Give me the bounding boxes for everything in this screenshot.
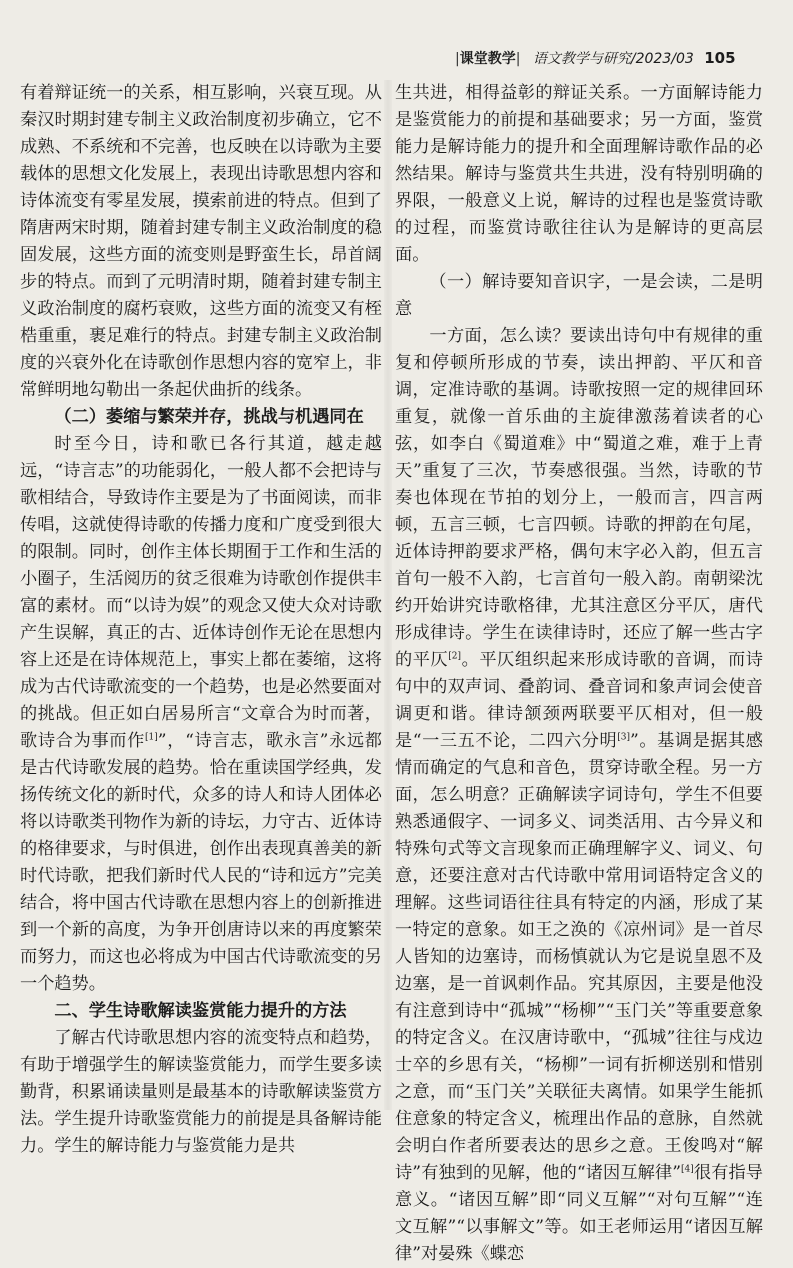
citation-ref: [4] xyxy=(681,1164,694,1175)
page-header: |课堂教学| 语文教学与研究/2023/03 105 xyxy=(455,49,736,67)
paragraph: 一方面，怎么读？要读出诗句中有规律的重复和停顿所形成的节奏，读出押韵、平仄和音调，定准诗歌的基调。诗歌按照一定的规律回环重复，就像一首乐曲的主旋律激荡着读者的心弦，如李白《蜀道难》中“蜀道之难，难于上青天”重复了三次，节奏感很强。当然，诗歌的节奏也体现在节拍的划分上，一般而言，四言两顿，五言三顿，七言四顿。诗歌的押韵在句尾，近体诗押韵要求严格，偶句末字必入韵，但五言首句一般不入韵，七言首句一般入韵。南朝梁沈约开始讲究诗歌格律，尤其注意区分平仄，唐代形成律诗。学生在读律诗时，还应了解一些古字的平仄[2]。平仄组织起来形成诗歌的音调，而诗句中的双声词、叠韵词、叠音词和象声词会使音调更和谐。律诗颔颈两联要平仄相对，但一般是“一三五不论，二四六分明[3]”。基调是据其感情而确定的气息和音色，贯穿诗歌全程。另一方面，怎么明意？正确解读字词诗句，学生不但要熟悉通假字、一词多义、词类活用、古今异义和特殊句式等文言现象而正确理解字义、词义、句意，还要注意对古代诗歌中常用词语特定含义的理解。这些词语往往具有特定的内涵，形成了某一特定的意象。如王之涣的《凉州词》是一首尽人皆知的边塞诗，而杨慎就认为它是说皇恩不及边塞，是一首讽刺作品。究其原因，主要是他没有注意到诗中“孤城”“杨柳”“玉门关”等重要意象的特定含义。在汉唐诗歌中，“孤城”往往与戍边士卒的乡思有关，“杨柳”一词有折柳送别和惜别之意，而“玉门关”关联征夫离情。如果学生能抓住意象的特定含义，梳理出作品的意脉，自然就会明白作者所要表达的思乡之意。王俊鸣对“解诗”有独到的见解，他的“诸因互解律”[4]很有指导意义。“诸因互解”即“同义互解”“对句互解”“连文互解”“以事解文”等。如王老师运用“诸因互解律”对晏殊《蝶恋 xyxy=(395,326,763,1264)
citation-ref: [3] xyxy=(617,732,630,743)
section-label: 课堂教学 xyxy=(459,51,516,67)
paragraph: 有着辩证统一的关系，相互影响，兴衰互现。从秦汉时期封建专制主义政治制度初步确立，它不成熟、不系统和不完善，也反映在以诗歌为主要载体的思想文化发展上，表现出诗歌思想内容和诗体流变有零星发展，摸索前进的特点。但到了隋唐两宋时期，随着封建专制主义政治制度的稳固发展，这些方面的流变则是野蛮生长，昂首阔步的特点。而到了元明清时期，随着封建专制主义政治制度的腐朽衰败，这些方面的流变又有桎梏重重，裹足难行的特点。封建专制主义政治制度的兴衰外化在诗歌创作思想内容的宽窄上，非常鲜明地勾勒出一条起伏曲折的线条。 xyxy=(20,83,382,400)
paragraph: 时至今日，诗和歌已各行其道，越走越远，“诗言志”的功能弱化，一般人都不会把诗与歌相结合，导致诗作主要是为了书面阅读，而非传唱，这就使得诗歌的传播力度和广度受到很大的限制。同时，创作主体长期囿于工作和生活的小圈子，生活阅历的贫乏很难为诗歌创作提供丰富的素材。而“以诗为娱”的观念又使大众对诗歌产生误解，真正的古、近体诗创作无论在思想内容上还是在诗体规范上，事实上都在萎缩，这将成为古代诗歌流变的一个趋势，也是必然要面对的挑战。但正如白居易所言“文章合为时而著，歌诗合为事而作[1]”，“诗言志，歌永言”永远都是古代诗歌发展的趋势。恰在重读国学经典，发扬传统文化的新时代，众多的诗人和诗人团体必将以诗歌类刊物作为新的诗坛，力守古、近体诗的格律要求，与时俱进，创作出表现真善美的新时代诗歌，把我们新时代人民的“诗和远方”完美结合，将中国古代诗歌在思想内容上的创新推进到一个新的高度，为争开创唐诗以来的再度繁荣而努力，而这也必将成为中国古代诗歌流变的另一个趋势。 xyxy=(20,434,382,994)
page-number: 105 xyxy=(704,49,736,67)
paragraph: 生共进，相得益彰的辩证关系。一方面解诗能力是鉴赏能力的前提和基础要求；另一方面，鉴赏能力是解诗能力的提升和全面理解诗歌作品的必然结果。解诗与鉴赏共生共进，没有特别明确的界限，一般意义上说，解诗的过程也是鉴赏诗歌的过程，而鉴赏诗歌往往认为是解诗的更高层面。 xyxy=(395,83,763,265)
journal-issue: 语文教学与研究/2023/03 xyxy=(532,51,694,67)
page-gutter xyxy=(384,80,392,1110)
citation-ref: [1] xyxy=(145,732,158,743)
section-heading: 二、学生诗歌解读鉴赏能力提升的方法 xyxy=(54,1001,347,1021)
subsection-heading: （一）解诗要知音识字，一是会读，二是明意 xyxy=(395,272,763,319)
subsection-heading: （二）萎缩与繁荣并存，挑战与机遇同在 xyxy=(54,407,364,427)
left-column xyxy=(20,80,382,1156)
right-column xyxy=(395,80,763,1264)
citation-ref: [2] xyxy=(448,651,462,662)
paragraph: 了解古代诗歌思想内容的流变特点和趋势，有助于增强学生的解读鉴赏能力，而学生要多读勤背，积累诵读量则是最基本的诗歌解读鉴赏方法。学生提升诗歌鉴赏能力的前提是具备解诗能力。学生的解诗能力与鉴赏能力是共 xyxy=(20,1028,382,1156)
